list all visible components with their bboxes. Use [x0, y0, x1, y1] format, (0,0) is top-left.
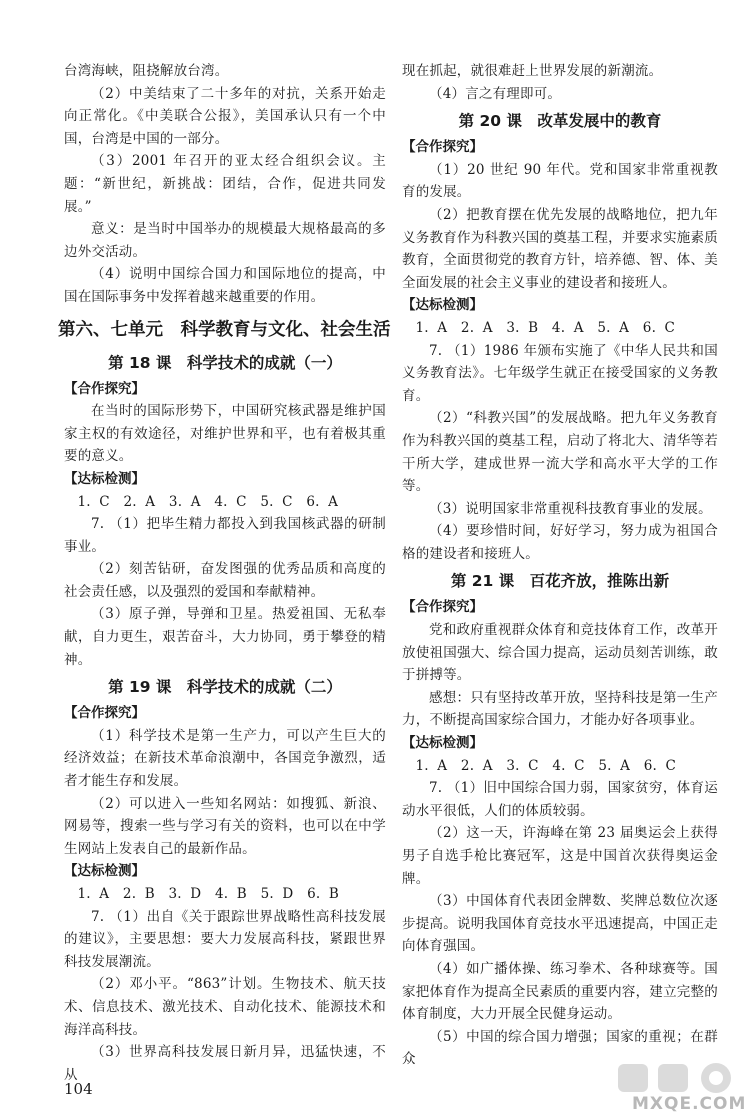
answer-paragraph: （3）中国体育代表团金牌数、奖牌总数位次逐步提高。说明我国体育竞技水平迅速提高，中国正走向体育强国。 — [402, 893, 718, 955]
section-tag: 【合作探究】 — [402, 139, 483, 156]
right-column — [402, 60, 718, 1071]
answer-paragraph: （5）中国的综合国力增强；国家的重视；在群众 — [402, 1028, 718, 1068]
section-tag: 【达标检测】 — [402, 735, 483, 752]
answer-paragraph: （3）世界高科技发展日新月异，迅猛快速，不从 — [64, 1044, 386, 1083]
answer-paragraph: （2）“科教兴国”的发展战略。把九年义务教育作为科教兴国的奠基工程，启动了将北大、清华等若干所大学，建成世界一流大学和高水平大学的工作等。 — [402, 410, 718, 495]
answer-key-line: 1. C 2. A 3. A 4. C 5. C 6. A — [77, 493, 339, 510]
answer-paragraph: （2）邓小平。“863”计划。生物技术、航天技术、信息技术、激光技术、自动化技术、能源技术和海洋高科技。 — [64, 976, 386, 1038]
answer-paragraph: （2）中美结束了二十多年的对抗，关系开始走向正常化。《中美联合公报》，美国承认只有一个中国，台湾是中国的一部分。 — [64, 85, 386, 147]
answer-paragraph: （3）2001 年召开的亚太经合组织会议。主题：“新世纪，新挑战：团结，合作，促进共同发展。” — [64, 153, 386, 215]
watermark-url: MXQE.COM — [632, 1094, 747, 1114]
section-tag: 【合作探究】 — [64, 380, 145, 397]
answer-paragraph: （4）说明中国综合国力和国际地位的提高，中国在国际事务中发挥着越来越重要的作用。 — [64, 266, 386, 305]
section-tag: 【合作探究】 — [402, 599, 483, 616]
answer-paragraph: 7. （1）1986 年颁布实施了《中华人民共和国义务教育法》。七年级学生就正在接受国家的义务教育。 — [402, 342, 718, 404]
answer-paragraph: （3）原子弹，导弹和卫星。热爱祖国、无私奉献，自力更生，艰苦奋斗，大力协同，勇于攀登的精神。 — [64, 606, 386, 668]
section-tag: 【达标检测】 — [64, 863, 145, 880]
answer-paragraph: （2）可以进入一些知名网站：如搜狐、新浪、网易等，搜索一些与学习有关的资料，也可以在中学生网站上发表自己的最新作品。 — [64, 795, 386, 857]
answer-paragraph: 党和政府重视群众体育和竞技体育工作，改革开放使祖国强大、综合国力提高，运动员刻苦训练，敢于拼搏等。 — [402, 622, 718, 684]
page-number: 104 — [64, 1080, 93, 1098]
answer-paragraph: （4）如广播体操、练习拳术、各种球赛等。国家把体育作为提高全民素质的重要内容，建立完整的体育制度，大力开展全民健身运动。 — [402, 960, 718, 1023]
answer-paragraph: （4）要珍惜时间，好好学习，努力成为祖国合格的建设者和接班人。 — [402, 523, 718, 562]
unit-heading: 第六、七单元 科学教育与文化、社会生活 — [58, 319, 391, 340]
answer-paragraph: （3）说明国家非常重视科技教育事业的发展。 — [429, 500, 712, 517]
left-column — [58, 60, 391, 1086]
answer-paragraph: （2）把教育摆在优先发展的战略地位，把九年义务教育作为科教兴国的奠基工程，并要求实施素质教育，全面贯彻党的教育方针，培养德、智、体、美全面发展的社会主义事业的建设者和接班人。 — [402, 206, 718, 291]
lesson-heading: 第 18 课 科学技术的成就（一） — [108, 353, 342, 372]
answer-paragraph: （2）刻苦钻研，奋发图强的优秀品质和高度的社会责任感，以及强烈的爱国和奉献精神。 — [64, 561, 386, 600]
answer-paragraph: （2）这一天，许海峰在第 23 届奥运会上获得男子自选手枪比赛冠军，这是中国首次获得奥运金牌。 — [402, 825, 718, 887]
watermark-logo-icon — [612, 1060, 748, 1096]
answer-key-line: 1. A 2. A 3. C 4. C 5. A 6. C — [415, 757, 677, 774]
answer-paragraph: （1）20 世纪 90 年代。党和国家非常重视教育的发展。 — [402, 161, 718, 201]
lesson-heading: 第 21 课 百花齐放，推陈出新 — [450, 572, 670, 591]
answer-paragraph: 7. （1）出自《关于跟踪世界战略性高科技发展的建议》，主要思想：要大力发展高科技，紧跟世界科技发展潮流。 — [64, 908, 386, 970]
section-tag: 【达标检测】 — [64, 470, 145, 487]
answer-paragraph: （1）科学技术是第一生产力，可以产生巨大的经济效益；在新技术革命浪潮中，各国竞争激烈，适者才能生存和发展。 — [64, 727, 386, 790]
answer-paragraph: 台湾海峡，阻挠解放台湾。 — [64, 63, 229, 79]
lesson-heading: 第 20 课 改革发展中的教育 — [458, 112, 662, 131]
answer-paragraph: 7. （1）旧中国综合国力弱，国家贫穷，体育运动水平很低，人们的体质较弱。 — [402, 780, 718, 819]
answer-paragraph: （4）言之有理即可。 — [429, 85, 562, 102]
section-tag: 【合作探究】 — [64, 705, 145, 722]
answer-paragraph: 在当时的国际形势下，中国研究核武器是维护国家主权的有效途径，对维护世界和平，也有着极其重要的意义。 — [64, 403, 386, 465]
answer-paragraph: 7. （1）把毕生精力都投入到我国核武器的研制事业。 — [64, 516, 386, 555]
answer-paragraph: 感想：只有坚持改革开放，坚持科技是第一生产力，不断提高国家综合国力，才能办好各项事业。 — [402, 689, 718, 729]
watermark — [612, 1060, 748, 1116]
answer-key-line: 1. A 2. A 3. B 4. A 5. A 6. C — [415, 319, 676, 336]
lesson-heading: 第 19 课 科学技术的成就（二） — [108, 678, 342, 697]
section-tag: 【达标检测】 — [402, 297, 483, 314]
answer-key-line: 1. A 2. B 3. D 4. B 5. D 6. B — [77, 886, 339, 902]
answer-paragraph: 现在抓起，就很难赶上世界发展的新潮流。 — [402, 63, 663, 79]
answer-paragraph: 意义：是当时中国举办的规模最大规格最高的多边外交活动。 — [64, 221, 386, 260]
